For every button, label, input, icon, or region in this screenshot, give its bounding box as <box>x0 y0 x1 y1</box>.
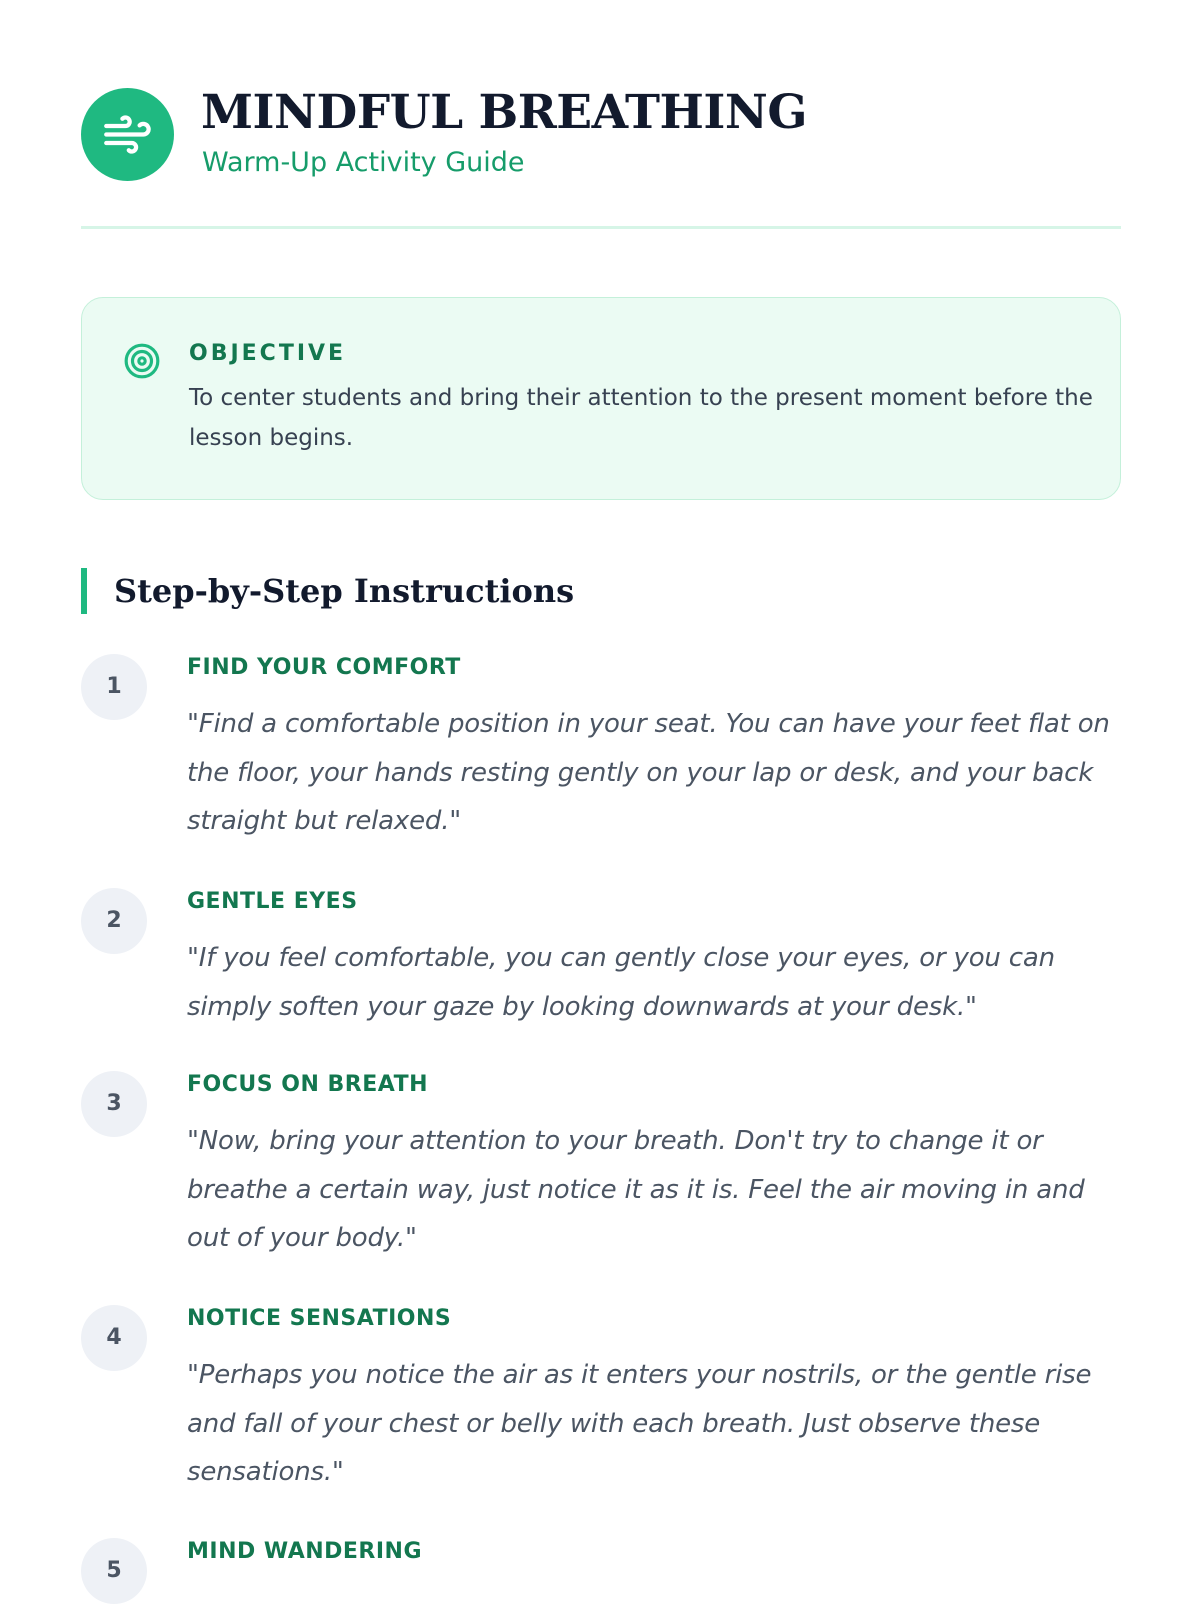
logo-badge <box>81 88 174 181</box>
step-number-badge: 5 <box>81 1538 147 1604</box>
step-number-badge: 3 <box>81 1071 147 1137</box>
wind-icon <box>102 109 153 160</box>
step-number-badge: 1 <box>81 654 147 720</box>
objective-label: OBJECTIVE <box>189 341 347 366</box>
step-text: "Perhaps you notice the air as it enters your nostrils, or the gentle rise and fall of your chest or belly with each breath. Just observe these sensations." <box>187 1360 1092 1487</box>
step-text: "Now, bring your attention to your breath. Don't try to change it or breathe a certain way, just notice it as it is. Feel the air moving in and out of your body." <box>187 1126 1085 1253</box>
page-subtitle: Warm-Up Activity Guide <box>202 147 525 178</box>
step-title: FIND YOUR COMFORT <box>187 655 461 680</box>
header-divider <box>81 226 1121 229</box>
section-title: Step-by-Step Instructions <box>114 572 575 610</box>
step-title: NOTICE SENSATIONS <box>187 1306 452 1331</box>
step-text: "Find a comfortable position in your seat. You can have your feet flat on the floor, your hands resting gently on your lap or desk, and your back straight but relaxed." <box>187 709 1110 836</box>
step-number-badge: 4 <box>81 1305 147 1371</box>
step-title: MIND WANDERING <box>187 1539 423 1564</box>
page-header <box>81 86 1121 186</box>
step-title: FOCUS ON BREATH <box>187 1072 428 1097</box>
objective-text: To center students and bring their attention to the present moment before the lesson begins. <box>189 385 1093 451</box>
page-title: MINDFUL BREATHING <box>201 85 807 140</box>
section-accent-bar <box>81 568 87 614</box>
step-number-badge: 2 <box>81 888 147 954</box>
step-text: "If you feel comfortable, you can gently close your eyes, or you can simply soften your gaze by looking downwards at your desk." <box>187 943 1055 1022</box>
objective-card <box>81 297 1121 500</box>
target-icon <box>123 342 161 380</box>
step-title: GENTLE EYES <box>187 889 358 914</box>
